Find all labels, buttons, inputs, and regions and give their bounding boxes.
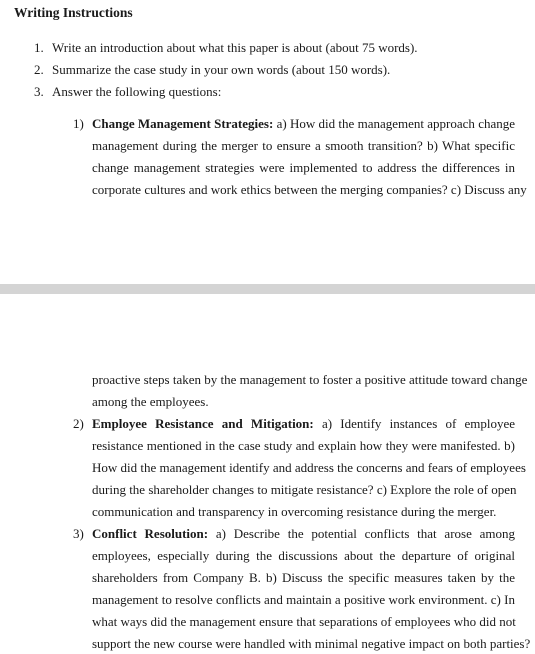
- question-line: change management strategies were implemented to address the differences in: [92, 160, 515, 175]
- question-line: what ways did the management ensure that separations of employees who did not: [92, 614, 516, 629]
- question-text: a) Identify instances of employee: [321, 416, 516, 431]
- page-break-divider: [0, 284, 535, 294]
- question-line: employees, especially during the discussions about the departure of original: [92, 548, 515, 563]
- instruction-text: Write an introduction about what this paper is about (about 75 words).: [52, 40, 418, 55]
- question-heading: Change Management Strategies:: [92, 116, 274, 131]
- question-heading: Employee Resistance and Mitigation:: [92, 416, 314, 431]
- instruction-number: 1.: [34, 40, 44, 55]
- question-number: 3): [73, 526, 84, 541]
- question-line: corporate cultures and work ethics between the merging companies? c) Discuss any: [92, 182, 527, 197]
- question-line: How did the management identify and address the concerns and fears of employees: [92, 460, 526, 475]
- question-line: [92, 416, 515, 432]
- instruction-item: [34, 84, 221, 100]
- instruction-number: 2.: [34, 62, 44, 77]
- question-number: 1): [73, 116, 84, 131]
- question-line: proactive steps taken by the management to foster a positive attitude toward change: [92, 372, 528, 387]
- instruction-text: Answer the following questions:: [52, 84, 222, 99]
- question-line: during the shareholder changes to mitigate resistance? c) Explore the role of open: [92, 482, 517, 497]
- question-line: among the employees.: [92, 394, 209, 409]
- question-line: management during the merger to ensure a smooth transition? b) What specific: [92, 138, 515, 153]
- question-line: management to resolve conflicts and maintain a positive work environment. c) In: [92, 592, 515, 607]
- instruction-item: [34, 62, 390, 78]
- instruction-item: [34, 40, 418, 56]
- question-text: a) Describe the potential conflicts that arose among: [215, 526, 516, 541]
- question-line: resistance mentioned in the case study and explain how they were manifested. b): [92, 438, 515, 453]
- question-line: [92, 116, 515, 132]
- question-line: communication and transparency in overcoming resistance during the merger.: [92, 504, 497, 519]
- question-line: [92, 526, 515, 542]
- question-heading: Conflict Resolution:: [92, 526, 209, 541]
- question-number: 2): [73, 416, 84, 431]
- instruction-number: 3.: [34, 84, 44, 99]
- instruction-text: Summarize the case study in your own words (about 150 words).: [52, 62, 391, 77]
- question-text: a) How did the management approach change: [276, 116, 516, 131]
- question-line: shareholders from Company B. b) Discuss the specific measures taken by the: [92, 570, 515, 585]
- question-line: support the new course were handled with minimal negative impact on both parties?: [92, 636, 531, 651]
- page-title: Writing Instructions: [14, 5, 133, 20]
